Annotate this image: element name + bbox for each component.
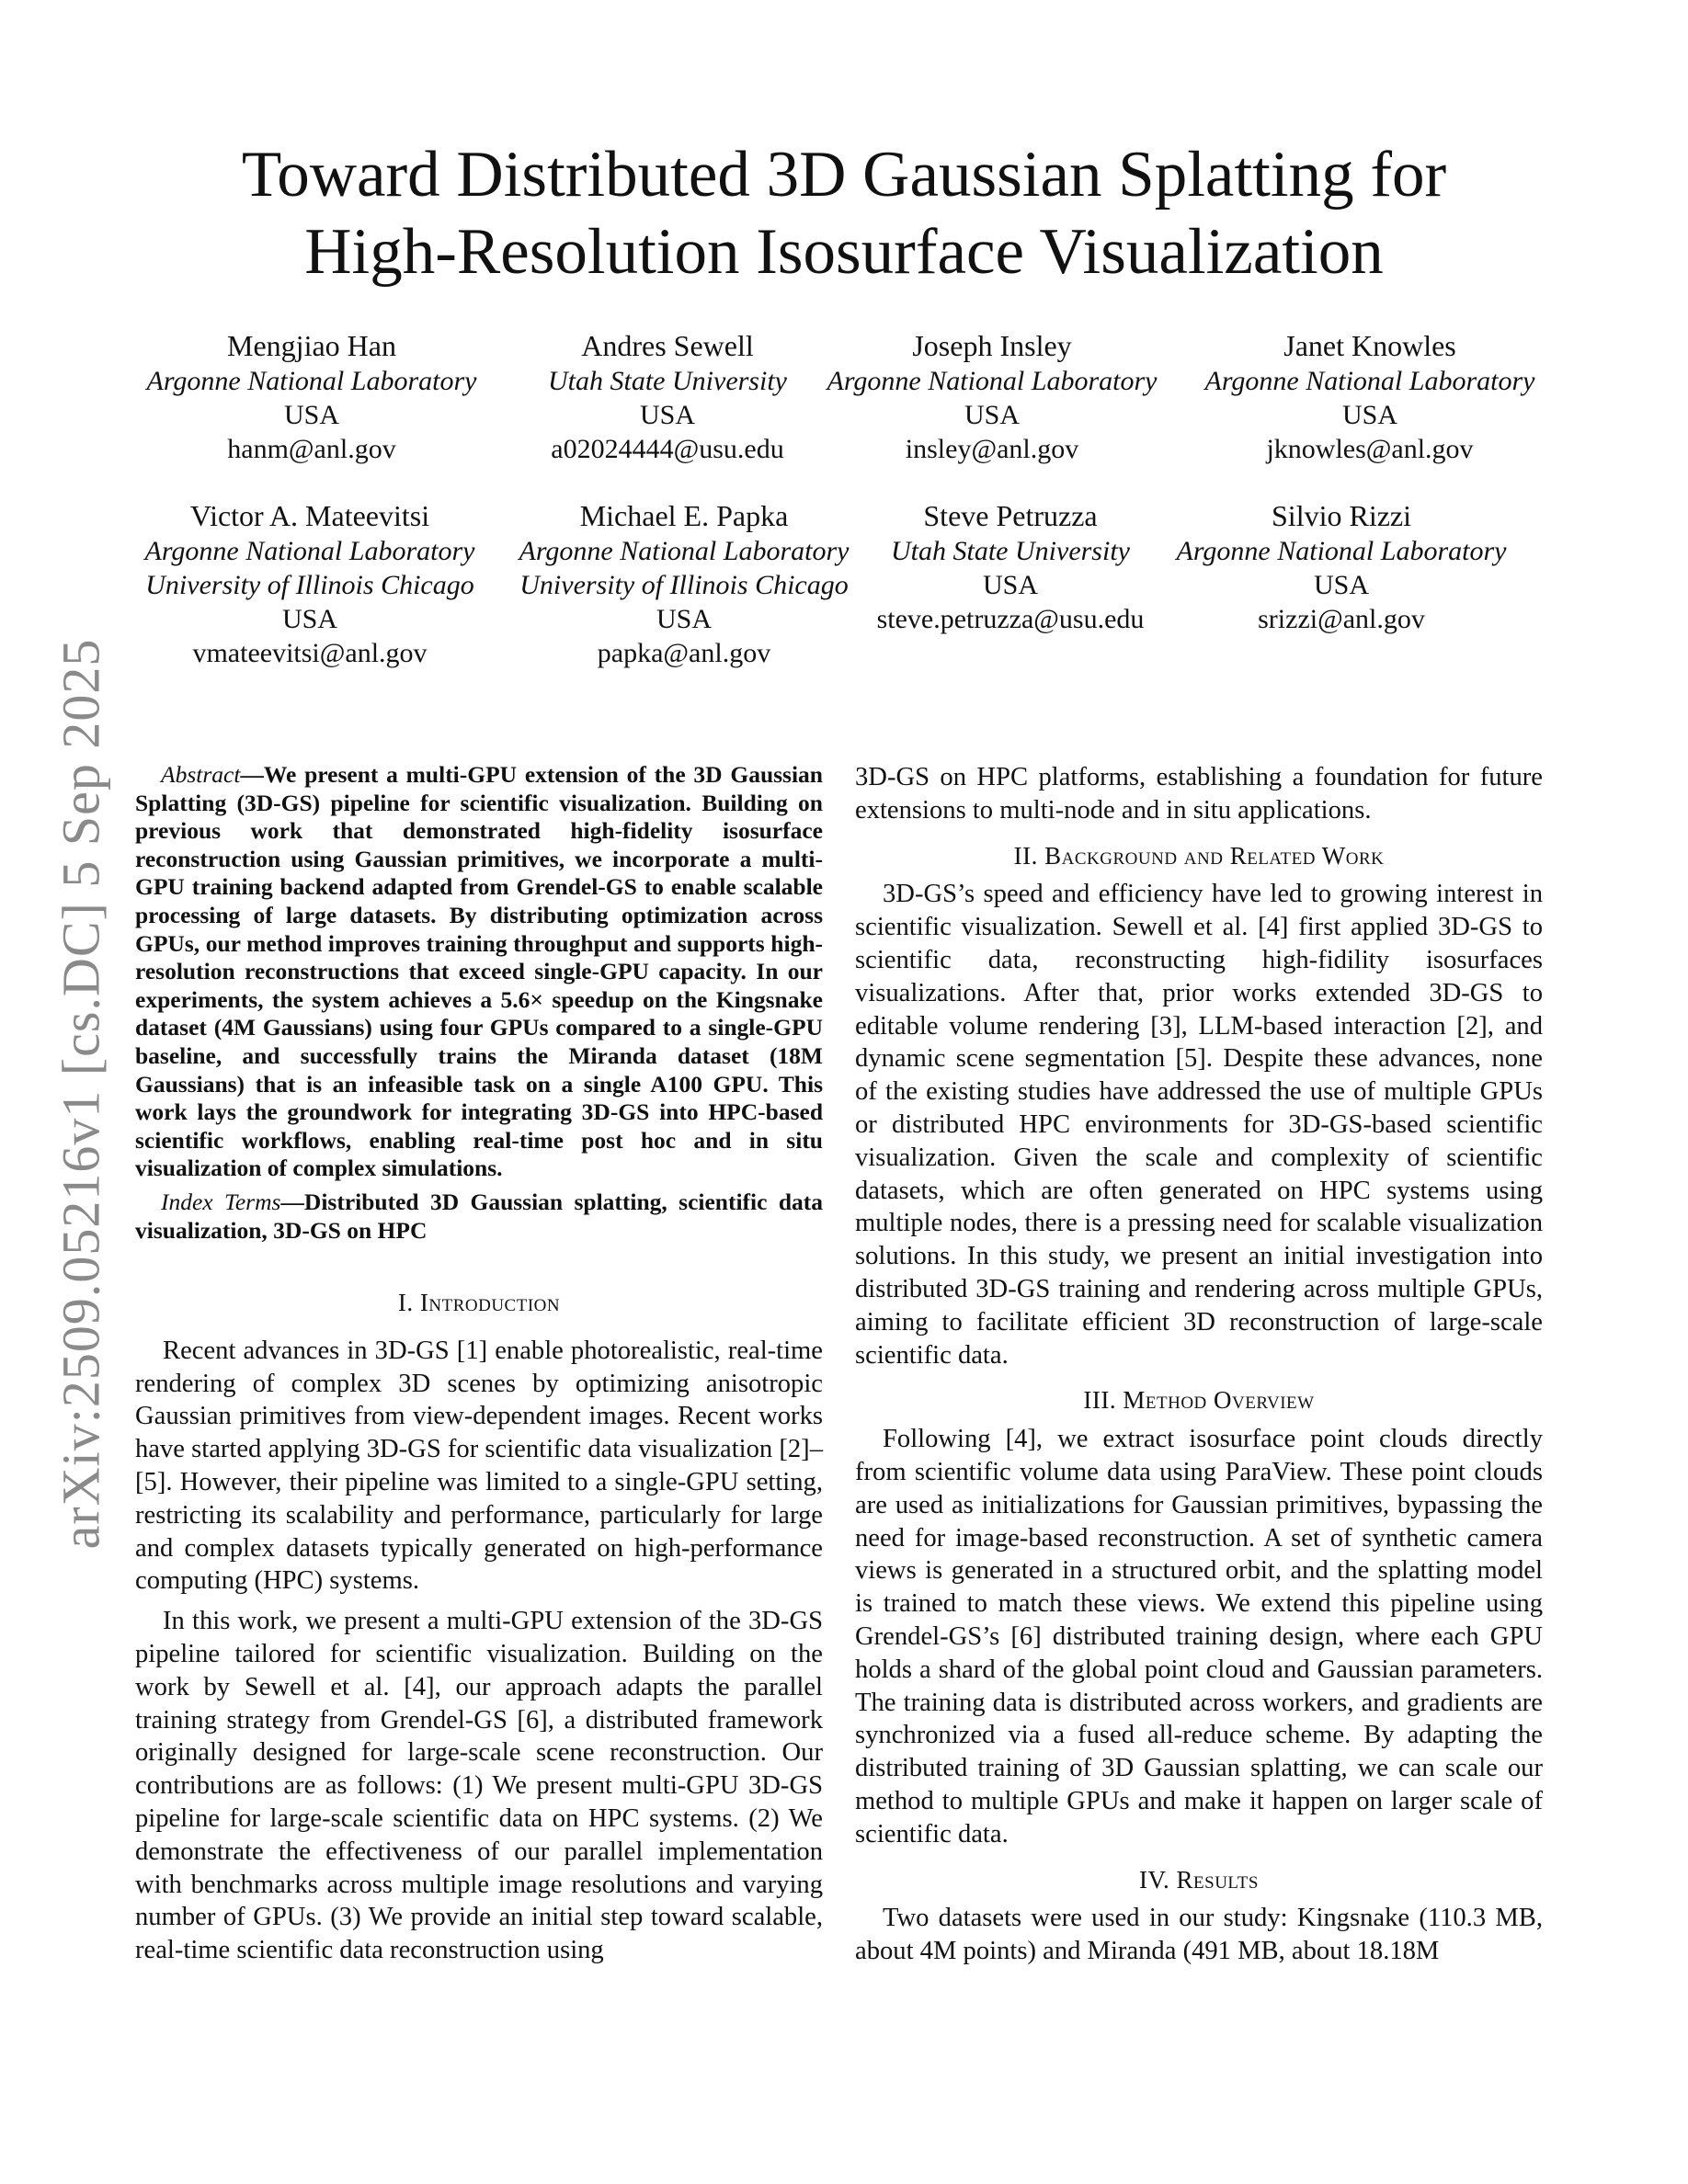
author-country: USA [656,604,712,634]
author-email[interactable]: srizzi@anl.gov [1258,604,1425,634]
title-line-1: Toward Distributed 3D Gaussian Splatting for [241,139,1447,210]
author-affiliation: Utah State University [548,366,787,396]
author-country: USA [1313,570,1369,600]
method-paragraph: Following [4], we extract isosurface point clouds directly from scientific volume data using ParaView. These point clouds are used as initializations for Gaussian primitives, bypassing the need for image-based reconstruction. A set of synthetic camera views is generated in a structured orbit, and the splatting model is trained to match these views. We extend this pipeline using Grendel-GS’s [6] distributed training design, where each GPU holds a shard of the global point cloud and Gaussian parameters. The training data is distributed across workers, and gradients are synchronized via a fused all-reduce scheme. By adapting the distributed training of 3D Gaussian splatting, we can scale our method to multiple GPUs and make it happen on larger scale of scientific data. [855,1425,1543,1848]
results-paragraph: Two datasets were used in our study: Kingsnake (110.3 MB, about 4M points) and Miranda (491 MB, about 18.18M [855,1904,1543,1966]
author-email[interactable]: hanm@anl.gov [227,434,396,464]
author-block [1148,497,1534,636]
right-column [855,761,1543,1968]
author-country: USA [982,570,1038,600]
author-affiliation: Argonne National Laboratory [519,536,850,566]
intro-paragraph: In this work, we present a multi-GPU extension of the 3D-GS pipeline tailored for scientific visualization. Building on the work by Sewell et al. [4], our approach adapts the parallel training strategy from Grendel-GS [6], a distributed framework originally designed for large-scale scene reconstruction. Our contributions are as follows: (1) We present multi-GPU 3D-GS pipeline for large-scale scientific data on HPC systems. (2) We demonstrate the effectiveness of our parallel implementation with benchmarks across multiple image resolutions and varying number of GPUs. (3) We provide an initial step toward scalable, real-time scientific data reconstruction using [135,1607,823,1965]
author-email[interactable]: a02024444@usu.edu [551,434,784,464]
author-affiliation: Argonne National Laboratory [1176,536,1507,566]
author-affiliation: Argonne National Laboratory [144,536,475,566]
author-country: USA [639,400,695,430]
author-affiliation: Argonne National Laboratory [1204,366,1535,396]
author-email[interactable]: vmateevitsi@anl.gov [192,638,428,668]
author-name: Michael E. Papka [579,499,789,532]
section-heading-background: II. Background and Related Work [1013,841,1385,870]
author-name: Mengjiao Han [227,329,396,362]
author-country: USA [964,400,1020,430]
author-email[interactable]: papka@anl.gov [597,638,771,668]
author-block [119,327,505,466]
author-name: Steve Petruzza [923,499,1098,532]
background-paragraph: 3D-GS’s speed and efficiency have led to growing interest in scientific visualization. Sewell et al. [4] first applied 3D-GS to scientific data, reconstructing high-fidility isosurfaces visualizations. After that, prior works extended 3D-GS to editable volume rendering [3], LLM-based interaction [2], and dynamic scene segmentation [5]. Despite these advances, none of the existing studies have addressed the use of multiple GPUs or distributed HPC environments for 3D-GS-based scientific visualization. Given the scale and complexity of scientific datasets, which are often generated on HPC systems using multiple nodes, there is a pressing need for scalable visualization solutions. In this study, we present an initial investigation into distributed 3D-GS training and rendering across multiple GPUs, aiming to facilitate efficient 3D reconstruction of large-scale scientific data. [855,880,1543,1370]
author-name: Joseph Insley [912,329,1072,362]
index-terms: Index Terms—Distributed 3D Gaussian splatting, scientific data visualization, 3D-GS on HPC [135,1188,823,1244]
title-line-2: High-Resolution Isosurface Visualization [304,216,1384,288]
author-email[interactable]: jknowles@anl.gov [1266,434,1474,464]
author-name: Victor A. Mateevitsi [189,499,430,532]
arxiv-side-stamp: arXiv:2509.05216v1 [cs.DC] 5 Sep 2025 [51,638,111,1550]
abstract-label: Abstract [161,761,241,788]
author-affiliation: University of Illinois Chicago [145,570,474,600]
section-heading-introduction: I. Introduction [397,1289,561,1317]
author-email[interactable]: steve.petruzza@usu.edu [876,604,1145,634]
index-terms-label: Index Terms [161,1188,281,1215]
abstract: Abstract—We present a multi-GPU extension of the 3D Gaussian Splatting (3D-GS) pipeline for scientific visualization. Building on previous work that demonstrated high-fidelity isosurface reconstruction using Gaussian primitives, we incorporate a multi-GPU training backend adapted from Grendel-GS to enable scalable processing of large datasets. By distributing optimization across GPUs, our method improves training throughput and supports high-resolution reconstructions that exceed single-GPU capacity. In our experiments, the system achieves a 5.6× speedup on the Kingsnake dataset (4M Gaussians) using four GPUs compared to a single-GPU baseline, and successfully trains the Miranda dataset (18M Gaussians) that is an infeasible task on a single A100 GPU. This work lays the groundwork for integrating 3D-GS into HPC-based scientific workflows, enabling real-time post hoc and in situ visualization of complex simulations. [135,761,823,1182]
author-block [799,327,1185,466]
intro-paragraph: Recent advances in 3D-GS [1] enable photorealistic, real-time rendering of complex 3D scenes by optimizing anisotropic Gaussian primitives from view-dependent images. Recent works have started applying 3D-GS for scientific data visualization [2]–[5]. However, their pipeline was limited to a single-GPU setting, restricting its scalability and performance, particularly for large and complex datasets typically generated on high-performance computing (HPC) systems. [135,1336,823,1596]
author-email[interactable]: insley@anl.gov [905,434,1079,464]
author-block [1177,327,1563,466]
author-country: USA [281,604,337,634]
left-column [135,761,823,1967]
author-block [117,497,503,670]
author-country: USA [1341,400,1397,430]
author-name: Andres Sewell [581,329,754,362]
intro-continuation: 3D-GS on HPC platforms, establishing a foundation for future extensions to multi-node and in situ applications. [855,763,1543,825]
author-block [817,497,1203,636]
author-affiliation: Utah State University [891,536,1130,566]
author-country: USA [283,400,339,430]
index-terms-text: Distributed 3D Gaussian splatting, scientific data visualization, 3D-GS on HPC [135,1188,823,1244]
abstract-text: We present a multi-GPU extension of the 3D Gaussian Splatting (3D-GS) pipeline for scientific visualization. Building on previous work that demonstrated high-fidelity isosurface reconstruction using Gaussian primitives, we incorporate a multi-GPU training backend adapted from Grendel-GS to enable scalable processing of large datasets. By distributing optimization across GPUs, our method improves training throughput and supports high-resolution reconstructions that exceed single-GPU capacity. In our experiments, the system achieves a 5.6× speedup on the Kingsnake dataset (4M Gaussians) using four GPUs compared to a single-GPU baseline, and successfully trains the Miranda dataset (18M Gaussians) that is an infeasible task on a single A100 GPU. This work lays the groundwork for integrating 3D-GS into HPC-based scientific workflows, enabling real-time post hoc and in situ visualization of complex simulations. [135,761,823,1182]
author-affiliation: University of Illinois Chicago [519,570,849,600]
author-name: Janet Knowles [1283,329,1456,362]
section-heading-method: III. Method Overview [1083,1386,1315,1415]
author-affiliation: Argonne National Laboratory [827,366,1158,396]
paper-title [0,136,1688,290]
author-affiliation: Argonne National Laboratory [146,366,477,396]
author-name: Silvio Rizzi [1272,499,1411,532]
section-heading-results: IV. Results [1139,1865,1259,1894]
